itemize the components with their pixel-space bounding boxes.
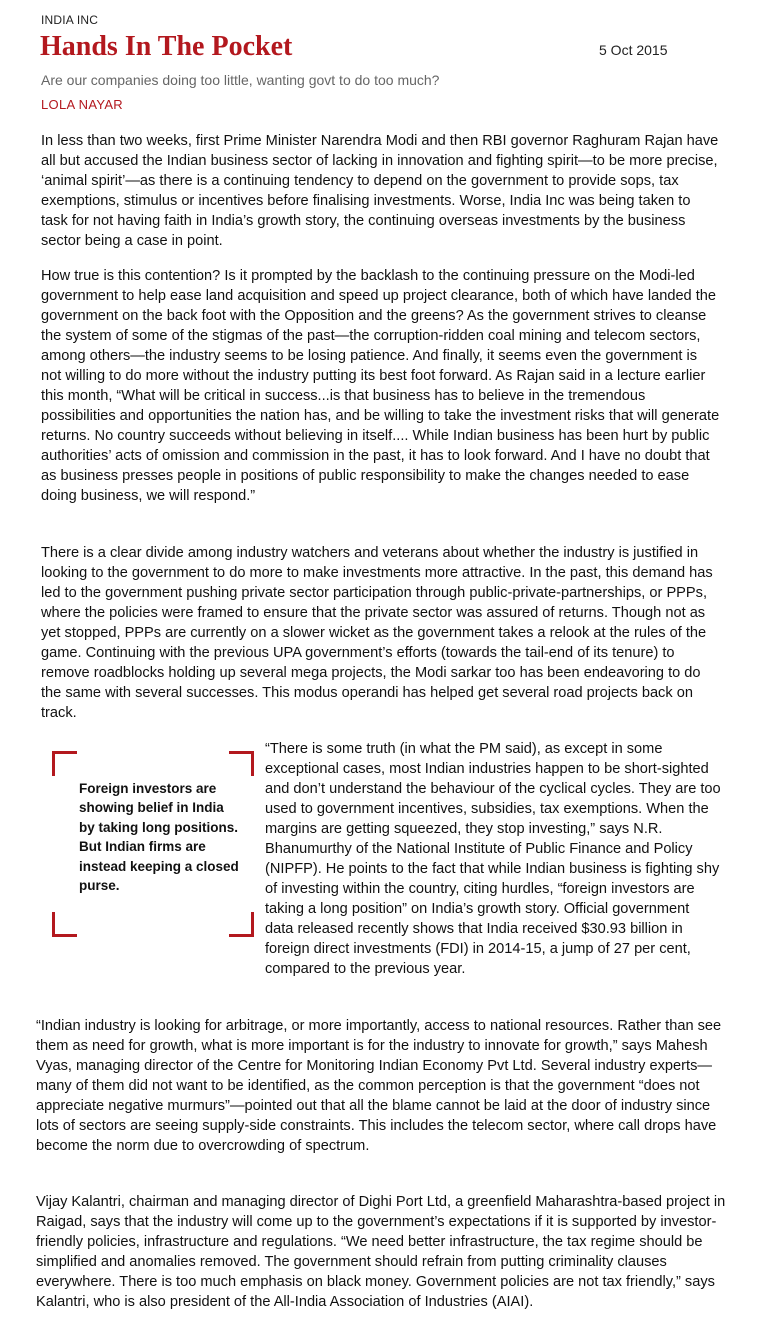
- section-tag: INDIA INC: [41, 13, 99, 27]
- publish-date: 5 Oct 2015: [599, 42, 668, 58]
- corner-bracket-top-left: [52, 751, 77, 776]
- standfirst: Are our companies doing too little, wanting govt to do too much?: [41, 72, 440, 88]
- headline: Hands In The Pocket: [40, 31, 293, 62]
- corner-bracket-top-right: [229, 751, 254, 776]
- paragraph-text: “There is some truth (in what the PM said), as except in some exceptional cases, most Indian industries happen to be short-sighted and don’t understand the behaviour of the cyclical cycles. They are too used to government incentives, subsidies, tax exemptions. When the margins are getting squeezed, they stop investing,” says N.R. Bhanumurthy of the National Institute of Public Finance and Policy (NIPFP). He points to the fact that while Indian business is fighting shy of investing within the country, citing hurdles, “foreign investors are taking a long position” on India’s growth story. Official government data released recently shows that India received $30.93 billion in foreign direct investments (FDI) in 2014-15, a jump of 27 per cent, compared to the previous year.: [265, 741, 721, 977]
- paragraph: There is a clear divide among industry watchers and veterans about whether the industry is justified in looking to the government to do more to make investments more attractive. In the past, this demand has led to the government pushing private sector participation through public-private-partnerships, or PPPs, where the policies were framed to ensure that the private sector was assured of returns. Though not as yet stopped, PPPs are currently on a slower wicket as the government takes a relook at the rules of the game. Continuing with the previous UPA government’s efforts (towards the tail-end of its tenure) to remove roadblocks holding up several mega projects, the Modi sarkar too has been endeavoring to do the same with several successes. This modus operandi has helped get several road projects back on track.: [41, 545, 713, 721]
- corner-bracket-bottom-left: [52, 912, 77, 937]
- pullquote-text: Foreign investors are showing belief in India by taking long positions. But Indian firms are instead keeping a closed purse.: [79, 781, 239, 894]
- paragraph: How true is this contention? Is it prompted by the backlash to the continuing pressure on the Modi-led government to help ease land acquisition and speed up project clearance, both of which have landed the government on the back foot with the Opposition and the greens? As the government strives to cleanse the system of some of the stigmas of the past—the corruption-ridden coal mining and telecom sectors, among others—the industry seems to be losing patience. And finally, it seems even the government is not willing to do more without the industry putting its best foot forward. As Rajan said in a lecture earlier this month, “What will be critical in success...is that business has to believe in the tremendous possibilities and opportunities the nation has, and be willing to take the investment risks that will generate returns. No country succeeds without believing in itself.... While Indian business has been hurt by public authorities’ acts of omission and commission in the past, it has to look forward. And I have no doubt that as business presses people in positions of public responsibility to make the changes needed to ease doing business, we will respond.”: [41, 268, 720, 504]
- paragraph: Vijay Kalantri, chairman and managing director of Dighi Port Ltd, a greenfield Maharashtra-based project in Raigad, says that the industry will come up to the government’s expectations if it is supported by investor-friendly policies, infrastructure and regulations. “We need better infrastructure, the tax regime should be simplified and anomalies removed. The government should refrain from putting criminality clauses everywhere. There is too much emphasis on black money. Government policies are not tax friendly,” says Kalantri, who is also president of the All-India Association of Industries (AIAI).: [36, 1194, 726, 1310]
- pullquote-box: [52, 751, 254, 937]
- author-byline[interactable]: LOLA NAYAR: [41, 97, 123, 112]
- paragraph: “Indian industry is looking for arbitrage, or more importantly, access to national resources. Rather than see them as need for growth, what is more important is for the industry to innovate for growth,” says Mahesh Vyas, managing director of the Centre for Monitoring Indian Economy Pvt Ltd. Several industry experts—many of them did not want to be identified, as the common perception is that the government “does not appreciate negative murmurs”—pointed out that all the blame cannot be laid at the door of industry since lots of sectors are seeing supply-side constraints. This includes the telecom sector, where call drops have become the norm due to overcrowding of spectrum.: [36, 1018, 722, 1154]
- paragraph: In less than two weeks, first Prime Minister Narendra Modi and then RBI governor Raghuram Rajan have all but accused the Indian business sector of lacking in innovation and fighting spirit—to be more precise, ‘animal spirit’—as there is a continuing tendency to depend on the government to provide sops, tax exemptions, stimulus or incentives before finalising investments. Worse, India Inc was being taken to task for not having faith in India’s growth story, the continuing overseas investments by the business sector being a case in point.: [41, 133, 719, 249]
- corner-bracket-bottom-right: [229, 912, 254, 937]
